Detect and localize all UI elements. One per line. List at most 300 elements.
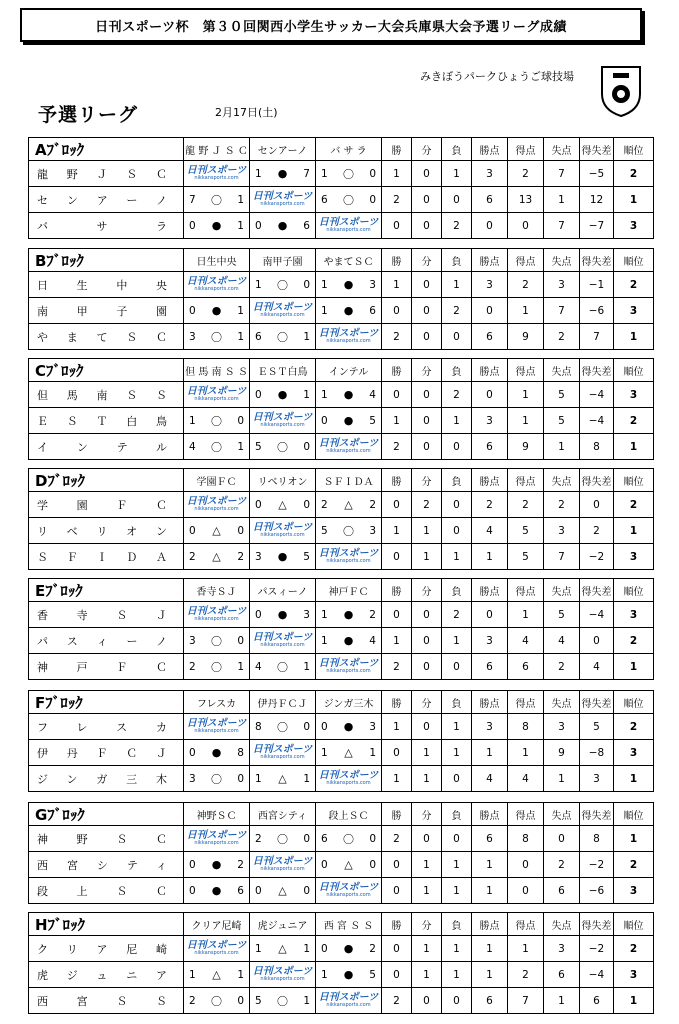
score-own: 0 <box>189 304 196 317</box>
block-header-row <box>29 803 654 826</box>
self-cell-logo <box>250 962 316 988</box>
block-header-row <box>29 691 654 714</box>
stat-header: 得点 <box>508 469 544 492</box>
result-mark: 〇 <box>211 330 222 344</box>
stat-cell: 0 <box>544 826 580 852</box>
score-own: 8 <box>255 720 262 733</box>
stat-header: 順位 <box>614 359 654 382</box>
stat-header: 順位 <box>614 913 654 936</box>
result-mark: ● <box>211 858 222 871</box>
stat-cell: 2 <box>544 852 580 878</box>
stat-cell: 0 <box>382 852 412 878</box>
stat-cell: 1 <box>382 766 412 792</box>
stat-cell: 1 <box>472 544 508 570</box>
score-opp: 4 <box>369 634 376 647</box>
match-result <box>316 962 382 988</box>
opponent-header: インテル <box>316 359 382 382</box>
result-mark: ● <box>277 388 288 401</box>
rank-cell: 1 <box>614 654 654 680</box>
stat-cell: −4 <box>580 408 614 434</box>
sponsor-logo-text: 日刊スポーツ <box>252 191 313 202</box>
score-own: 0 <box>255 388 262 401</box>
stat-cell: 1 <box>442 272 472 298</box>
stat-header: 分 <box>412 579 442 602</box>
stat-header: 負 <box>442 691 472 714</box>
team-name: 虎ジュニア <box>29 962 184 988</box>
result-mark: △ <box>212 524 221 537</box>
score-own: 1 <box>321 608 328 621</box>
match-result <box>250 988 316 1014</box>
score-own: 5 <box>255 440 262 453</box>
self-cell-logo <box>184 826 250 852</box>
team-name: 伊丹ＦＣＪ <box>29 740 184 766</box>
stat-header: 分 <box>412 913 442 936</box>
stat-cell: 1 <box>472 852 508 878</box>
stat-cell: 2 <box>472 492 508 518</box>
score-own: 1 <box>321 968 328 981</box>
stat-header: 勝 <box>382 249 412 272</box>
team-row <box>29 382 654 408</box>
stat-header: 負 <box>442 249 472 272</box>
stat-header: 得点 <box>508 359 544 382</box>
sponsor-logo-text: 日刊スポーツ <box>252 412 313 423</box>
result-mark: ● <box>343 414 354 427</box>
stat-header: 得失差 <box>580 138 614 161</box>
block-name: Aﾌﾞﾛｯｸ <box>29 138 184 161</box>
match-result <box>316 161 382 187</box>
opponent-header: 段上ＳＣ <box>316 803 382 826</box>
stat-cell: 8 <box>508 826 544 852</box>
match-result <box>250 434 316 460</box>
team-row <box>29 852 654 878</box>
result-mark: 〇 <box>211 414 222 428</box>
team-name: 神戸ＦＣ <box>29 654 184 680</box>
result-mark: ● <box>343 388 354 401</box>
rank-cell: 3 <box>614 382 654 408</box>
opponent-header: 西 宮 Ｓ Ｓ <box>316 913 382 936</box>
opponent-header: 香寺ＳＪ <box>184 579 250 602</box>
sponsor-logo-text: 日刊スポーツ <box>186 940 247 951</box>
match-result <box>184 740 250 766</box>
score-own: 6 <box>321 193 328 206</box>
stat-cell: 0 <box>412 408 442 434</box>
result-mark: ● <box>343 608 354 621</box>
score-opp: 1 <box>303 388 310 401</box>
stat-cell: 0 <box>412 714 442 740</box>
stat-header: 負 <box>442 359 472 382</box>
result-mark: 〇 <box>277 994 288 1008</box>
stat-header: 勝点 <box>472 913 508 936</box>
stat-cell: 1 <box>412 766 442 792</box>
result-mark: 〇 <box>277 720 288 734</box>
stat-header: 得失差 <box>580 913 614 936</box>
stat-cell: 7 <box>544 161 580 187</box>
match-result <box>316 852 382 878</box>
team-name: 日生中央 <box>29 272 184 298</box>
stat-cell: 0 <box>412 654 442 680</box>
stat-cell: −4 <box>580 602 614 628</box>
stat-cell: 1 <box>442 544 472 570</box>
team-name: センアーノ <box>29 187 184 213</box>
score-own: 1 <box>189 968 196 981</box>
stat-cell: 2 <box>580 518 614 544</box>
stat-header: 順位 <box>614 249 654 272</box>
result-mark: 〇 <box>211 193 222 207</box>
score-own: 1 <box>321 634 328 647</box>
score-opp: 5 <box>369 968 376 981</box>
stat-cell: −8 <box>580 740 614 766</box>
stat-cell: 5 <box>508 518 544 544</box>
team-name: インテル <box>29 434 184 460</box>
score-own: 7 <box>189 193 196 206</box>
stat-cell: 0 <box>382 298 412 324</box>
team-row <box>29 434 654 460</box>
stat-header: 勝 <box>382 138 412 161</box>
match-result <box>250 382 316 408</box>
stat-cell: 2 <box>442 382 472 408</box>
result-mark: ● <box>211 746 222 759</box>
score-own: 0 <box>255 608 262 621</box>
match-result <box>250 161 316 187</box>
stat-cell: 0 <box>412 213 442 239</box>
stat-cell: 2 <box>382 988 412 1014</box>
league-block-table <box>28 912 654 1014</box>
opponent-header: ジンガ三木 <box>316 691 382 714</box>
stat-cell: 6 <box>544 962 580 988</box>
stat-cell: 6 <box>472 988 508 1014</box>
stat-cell: −6 <box>580 878 614 904</box>
stat-cell: 0 <box>412 187 442 213</box>
stat-cell: 1 <box>442 161 472 187</box>
stat-cell: 5 <box>544 602 580 628</box>
stat-cell: 2 <box>508 492 544 518</box>
self-cell-logo <box>250 518 316 544</box>
match-result <box>316 602 382 628</box>
team-name: 但馬南ＳＳ <box>29 382 184 408</box>
rank-cell: 2 <box>614 936 654 962</box>
stat-cell: 2 <box>382 324 412 350</box>
self-cell-logo <box>316 766 382 792</box>
stat-header: 勝点 <box>472 249 508 272</box>
sponsor-logo-url: nikkansports.com <box>326 668 371 674</box>
match-result <box>250 654 316 680</box>
score-opp: 2 <box>369 942 376 955</box>
score-opp: 0 <box>237 772 244 785</box>
sponsor-logo-text: 日刊スポーツ <box>252 966 313 977</box>
score-own: 0 <box>321 858 328 871</box>
stat-cell: 1 <box>508 740 544 766</box>
score-own: 5 <box>255 994 262 1007</box>
stat-cell: 0 <box>472 602 508 628</box>
stat-cell: 2 <box>508 962 544 988</box>
opponent-header: パスィーノ <box>250 579 316 602</box>
match-result <box>184 544 250 570</box>
score-opp: 0 <box>369 167 376 180</box>
match-result <box>184 654 250 680</box>
match-result <box>316 187 382 213</box>
match-result <box>250 714 316 740</box>
stat-cell: 0 <box>412 382 442 408</box>
sponsor-logo-url: nikkansports.com <box>194 840 239 846</box>
stat-cell: 0 <box>442 766 472 792</box>
result-mark: 〇 <box>211 440 222 454</box>
result-mark: 〇 <box>277 440 288 454</box>
stat-cell: 6 <box>472 187 508 213</box>
stat-cell: 3 <box>544 272 580 298</box>
team-row <box>29 740 654 766</box>
stat-cell: 12 <box>580 187 614 213</box>
stat-cell: 6 <box>544 878 580 904</box>
stat-cell: 8 <box>580 826 614 852</box>
score-own: 1 <box>189 414 196 427</box>
stat-header: 得失差 <box>580 359 614 382</box>
team-name: 段上ＳＣ <box>29 878 184 904</box>
stat-cell: 8 <box>508 714 544 740</box>
self-cell-logo <box>316 434 382 460</box>
stat-cell: 1 <box>412 852 442 878</box>
team-name: フレスカ <box>29 714 184 740</box>
block-name: Cﾌﾞﾛｯｸ <box>29 359 184 382</box>
team-row <box>29 714 654 740</box>
opponent-header: 但 馬 南 Ｓ Ｓ <box>184 359 250 382</box>
match-date: 2月17日(土) <box>215 106 278 119</box>
score-opp: 2 <box>237 858 244 871</box>
score-opp: 1 <box>237 219 244 232</box>
sponsor-logo-url: nikkansports.com <box>326 780 371 786</box>
opponent-header: やまてＳＣ <box>316 249 382 272</box>
stat-cell: −4 <box>580 382 614 408</box>
stat-cell: 1 <box>382 628 412 654</box>
stat-cell: 0 <box>412 324 442 350</box>
stat-cell: 1 <box>442 936 472 962</box>
stat-cell: 0 <box>412 988 442 1014</box>
stat-cell: 1 <box>412 962 442 988</box>
result-mark: 〇 <box>277 660 288 674</box>
stat-cell: 0 <box>580 628 614 654</box>
self-cell-logo <box>316 878 382 904</box>
result-mark: ● <box>343 942 354 955</box>
stat-cell: 0 <box>382 602 412 628</box>
self-cell-logo <box>250 852 316 878</box>
team-name: 西宮ＳＳ <box>29 988 184 1014</box>
stat-cell: 1 <box>412 518 442 544</box>
result-mark: ● <box>211 304 222 317</box>
block-header-row <box>29 249 654 272</box>
stat-cell: 3 <box>472 272 508 298</box>
league-block-table <box>28 358 654 460</box>
sponsor-logo-text: 日刊スポーツ <box>252 856 313 867</box>
sponsor-logo-url: nikkansports.com <box>194 950 239 956</box>
stat-cell: 2 <box>544 654 580 680</box>
match-result <box>184 298 250 324</box>
stat-cell: 2 <box>382 826 412 852</box>
opponent-header: 虎ジュニア <box>250 913 316 936</box>
stat-cell: 1 <box>412 936 442 962</box>
match-result <box>184 434 250 460</box>
rank-cell: 1 <box>614 518 654 544</box>
sponsor-logo-text: 日刊スポーツ <box>186 276 247 287</box>
stat-cell: 1 <box>472 740 508 766</box>
stat-cell: 2 <box>508 272 544 298</box>
stat-header: 分 <box>412 359 442 382</box>
stat-cell: 3 <box>472 714 508 740</box>
stat-cell: 0 <box>442 988 472 1014</box>
stat-cell: 1 <box>508 382 544 408</box>
result-mark: △ <box>278 942 287 955</box>
match-result <box>316 272 382 298</box>
stat-header: 分 <box>412 469 442 492</box>
result-mark: ● <box>343 634 354 647</box>
block-name: Hﾌﾞﾛｯｸ <box>29 913 184 936</box>
score-opp: 2 <box>369 608 376 621</box>
result-mark: 〇 <box>343 832 354 846</box>
team-name: ジンガ三木 <box>29 766 184 792</box>
stat-cell: 3 <box>472 408 508 434</box>
stat-cell: 0 <box>442 826 472 852</box>
stat-cell: 2 <box>508 161 544 187</box>
score-opp: 1 <box>237 330 244 343</box>
block-header-row <box>29 579 654 602</box>
stat-cell: 0 <box>442 654 472 680</box>
score-opp: 1 <box>303 942 310 955</box>
team-row <box>29 654 654 680</box>
result-mark: ● <box>277 167 288 180</box>
block-header-row <box>29 469 654 492</box>
stat-header: 得失差 <box>580 579 614 602</box>
result-mark: △ <box>344 746 353 759</box>
result-mark: 〇 <box>211 634 222 648</box>
stat-cell: 0 <box>382 962 412 988</box>
stat-header: 勝 <box>382 469 412 492</box>
match-result <box>316 298 382 324</box>
score-opp: 0 <box>303 498 310 511</box>
stat-cell: 4 <box>508 628 544 654</box>
team-row <box>29 628 654 654</box>
opponent-header: 学園ＦＣ <box>184 469 250 492</box>
stat-header: 順位 <box>614 579 654 602</box>
stat-cell: 3 <box>544 936 580 962</box>
match-result <box>316 714 382 740</box>
sponsor-logo-text: 日刊スポーツ <box>252 632 313 643</box>
score-own: 2 <box>189 994 196 1007</box>
block-header-row <box>29 138 654 161</box>
stat-cell: 1 <box>508 602 544 628</box>
score-opp: 0 <box>303 884 310 897</box>
score-own: 3 <box>189 330 196 343</box>
score-opp: 1 <box>369 746 376 759</box>
score-own: 0 <box>321 942 328 955</box>
sponsor-logo-url: nikkansports.com <box>326 892 371 898</box>
stat-cell: −2 <box>580 936 614 962</box>
self-cell-logo <box>316 324 382 350</box>
stat-header: 分 <box>412 138 442 161</box>
result-mark: ● <box>211 219 222 232</box>
team-row <box>29 518 654 544</box>
stat-cell: 6 <box>472 324 508 350</box>
score-own: 0 <box>255 219 262 232</box>
score-own: 4 <box>255 660 262 673</box>
match-result <box>250 272 316 298</box>
opponent-header: 神野ＳＣ <box>184 803 250 826</box>
result-mark: ● <box>277 608 288 621</box>
self-cell-logo <box>250 187 316 213</box>
result-mark: △ <box>278 884 287 897</box>
score-opp: 0 <box>237 994 244 1007</box>
score-own: 1 <box>255 278 262 291</box>
stat-cell: 0 <box>580 492 614 518</box>
stat-cell: 2 <box>442 602 472 628</box>
sponsor-logo-url: nikkansports.com <box>326 558 371 564</box>
stat-cell: 1 <box>544 988 580 1014</box>
opponent-header: フレスカ <box>184 691 250 714</box>
rank-cell: 3 <box>614 298 654 324</box>
team-name: パスィーノ <box>29 628 184 654</box>
stat-cell: 2 <box>412 492 442 518</box>
stat-cell: 0 <box>442 518 472 544</box>
stat-cell: 1 <box>412 740 442 766</box>
result-mark: 〇 <box>277 278 288 292</box>
score-opp: 7 <box>303 167 310 180</box>
match-result <box>184 766 250 792</box>
block-name: Bﾌﾞﾛｯｸ <box>29 249 184 272</box>
result-mark: △ <box>212 968 221 981</box>
stat-cell: 1 <box>442 852 472 878</box>
rank-cell: 3 <box>614 602 654 628</box>
stat-cell: 2 <box>382 434 412 460</box>
stat-header: 失点 <box>544 803 580 826</box>
opponent-header: 西宮シティ <box>250 803 316 826</box>
stat-header: 得点 <box>508 138 544 161</box>
sponsor-logo-text: 日刊スポーツ <box>318 217 379 228</box>
stat-header: 失点 <box>544 913 580 936</box>
stat-cell: 0 <box>382 740 412 766</box>
rank-cell: 2 <box>614 714 654 740</box>
score-opp: 0 <box>369 193 376 206</box>
stat-cell: 1 <box>382 714 412 740</box>
sponsor-logo-text: 日刊スポーツ <box>318 548 379 559</box>
result-mark: 〇 <box>211 660 222 674</box>
stat-cell: 1 <box>412 544 442 570</box>
score-own: 0 <box>321 720 328 733</box>
self-cell-logo <box>250 298 316 324</box>
match-result <box>184 518 250 544</box>
sponsor-logo-url: nikkansports.com <box>326 227 371 233</box>
venue-label: みきぼうパークひょうご球技場 <box>420 70 574 83</box>
opponent-header: バ サ ラ <box>316 138 382 161</box>
stat-cell: 0 <box>412 628 442 654</box>
stat-cell: 0 <box>412 161 442 187</box>
match-result <box>250 492 316 518</box>
stat-cell: 6 <box>580 988 614 1014</box>
stat-cell: 4 <box>544 628 580 654</box>
match-result <box>250 878 316 904</box>
sponsor-logo-text: 日刊スポーツ <box>318 658 379 669</box>
stat-header: 勝点 <box>472 579 508 602</box>
result-mark: △ <box>344 858 353 871</box>
rank-cell: 1 <box>614 766 654 792</box>
stat-cell: 1 <box>472 936 508 962</box>
league-block-table <box>28 578 654 680</box>
stat-cell: 4 <box>580 654 614 680</box>
stat-cell: −2 <box>580 544 614 570</box>
score-opp: 6 <box>303 219 310 232</box>
score-own: 1 <box>255 772 262 785</box>
self-cell-logo <box>184 492 250 518</box>
league-block-table <box>28 468 654 570</box>
stat-cell: 0 <box>412 434 442 460</box>
opponent-header: クリア尼崎 <box>184 913 250 936</box>
sponsor-logo-url: nikkansports.com <box>326 448 371 454</box>
